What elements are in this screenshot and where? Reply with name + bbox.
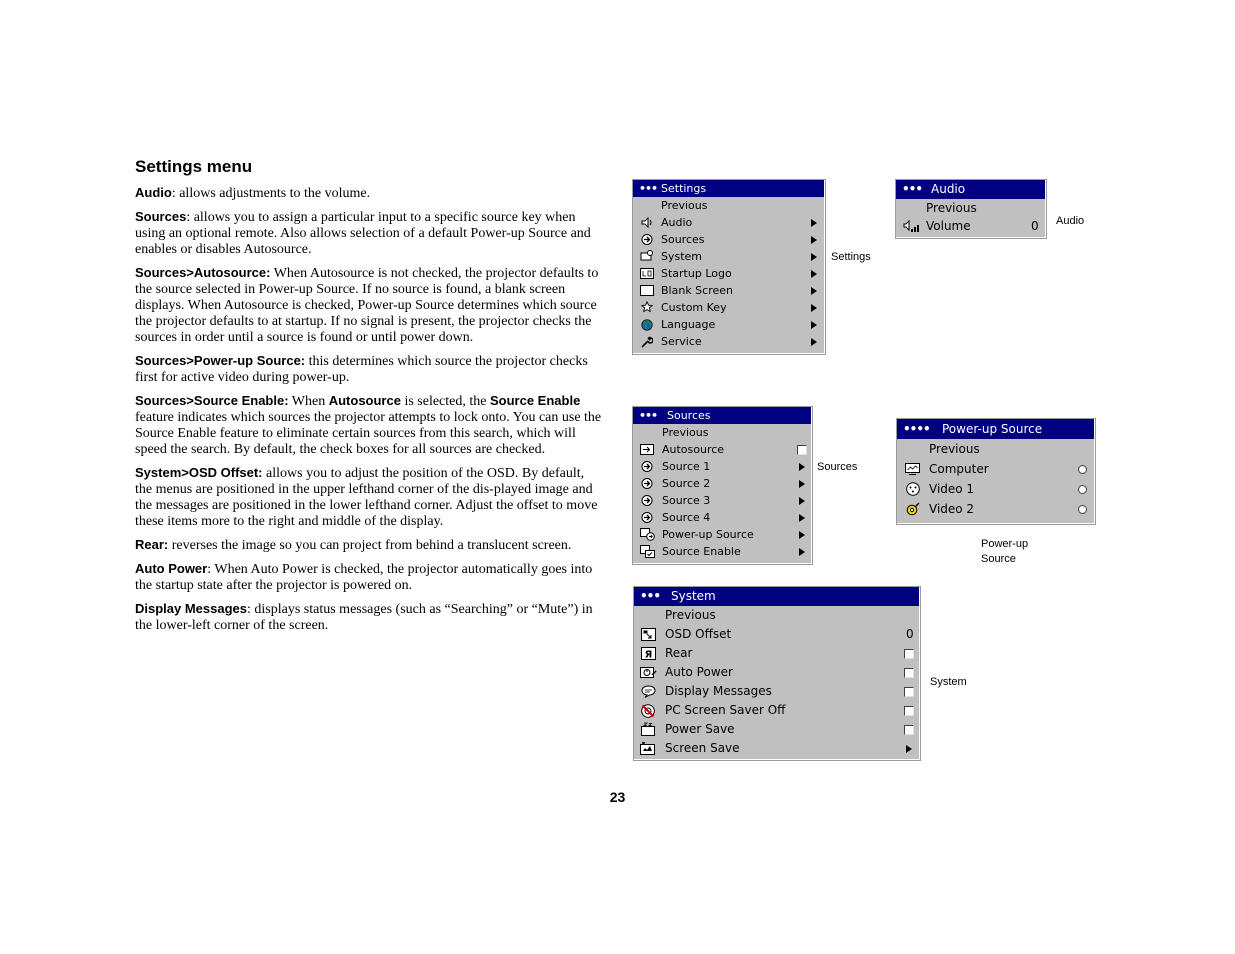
display-messages-checkbox[interactable]	[904, 687, 914, 697]
submenu-arrow-icon	[811, 219, 817, 227]
menu-item-osd-offset[interactable]: OSD Offset 0	[634, 625, 919, 644]
power-save-icon	[640, 722, 656, 737]
menu-item-power-save[interactable]: Power Save	[634, 720, 919, 739]
menu-item-previous[interactable]: Previous	[665, 608, 716, 622]
menu-item-previous[interactable]: Previous	[929, 442, 980, 456]
paragraph-display-messages: Display Messages: displays status messages (such as “Searching” or “Mute”) in the lower-left corner of the screen.	[135, 601, 593, 633]
submenu-arrow-icon	[906, 745, 912, 753]
audio-menu-header	[896, 180, 1045, 199]
menu-item-audio[interactable]: Audio	[633, 214, 824, 231]
settings-menu-title: Settings	[661, 182, 707, 195]
powerup-source-icon	[640, 528, 655, 541]
submenu-arrow-icon	[811, 270, 817, 278]
submenu-arrow-icon	[799, 548, 805, 556]
source-input-icon	[641, 234, 653, 245]
sources-menu	[633, 407, 812, 564]
paragraph-source-enable: Sources>Source Enable: When Autosource is selected, the Source Enable feature indicates which sources the projector attempts to lock onto. You can use the Source Enable feature to eliminate certain sources from this search, which will speed the search. By default, the check boxes for all sources are checked.	[135, 393, 602, 457]
source-input-icon	[641, 495, 653, 506]
settings-menu-header	[633, 180, 824, 197]
menu-item-display-messages[interactable]: Display Messages	[634, 682, 919, 701]
osd-offset-value: 0	[906, 627, 914, 641]
globe-icon	[641, 319, 653, 331]
menu-dots-icon: •••	[639, 409, 658, 422]
system-menu	[634, 587, 920, 760]
source-input-icon	[641, 461, 653, 472]
menu-item-video-2[interactable]: Video 2	[897, 499, 1094, 519]
paragraph-powerup-source: Sources>Power-up Source: this determines which source the projector checks first for active video during power-up.	[135, 353, 588, 385]
menu-item-pc-screen-saver-off[interactable]: PC Screen Saver Off	[634, 701, 919, 720]
sources-menu-title: Sources	[667, 409, 711, 422]
sources-menu-header	[633, 407, 811, 424]
menu-item-source-1[interactable]: Source 1	[633, 458, 811, 475]
computer-monitor-icon	[905, 463, 920, 475]
osd-offset-icon	[641, 628, 656, 641]
caption-sources: Sources	[817, 461, 858, 473]
caption-audio: Audio	[1056, 215, 1085, 227]
menu-item-video-1[interactable]: Video 1	[897, 479, 1094, 499]
menu-item-autosource[interactable]: Autosource	[633, 441, 811, 458]
menu-item-custom-key[interactable]: Custom Key	[633, 299, 824, 316]
menu-item-source-2[interactable]: Source 2	[633, 475, 811, 492]
menu-item-source-3[interactable]: Source 3	[633, 492, 811, 509]
menu-item-previous[interactable]: Previous	[926, 201, 977, 215]
menu-item-previous[interactable]: Previous	[662, 426, 709, 439]
speaker-icon	[641, 217, 653, 228]
volume-icon	[903, 220, 919, 233]
menu-item-powerup-source[interactable]: Power-up Source	[633, 526, 811, 543]
video-1-radio[interactable]	[1078, 485, 1087, 494]
caption-system: System	[930, 676, 967, 688]
paragraph-auto-power: Auto Power: When Auto Power is checked, the projector automatically goes into the startup state after the projector is powered on.	[135, 561, 593, 593]
power-save-checkbox[interactable]	[904, 725, 914, 735]
audio-menu-title: Audio	[931, 182, 966, 196]
wrench-icon	[641, 336, 653, 348]
screen-saver-off-icon	[640, 703, 656, 718]
logo-icon	[640, 268, 654, 279]
submenu-arrow-icon	[799, 480, 805, 488]
paragraph-autosource: Sources>Autosource: When Autosource is not checked, the projector defaults to the source selected in Power-up Source. If no source is found, a blank screen displays. When Autosource is checked, Power-up Source determines which source the projector defaults to at startup. If no signal is present, the projector checks the sources in order until a source is found or until power down.	[135, 265, 599, 345]
rear-projection-icon	[641, 647, 656, 660]
rear-checkbox[interactable]	[904, 649, 914, 659]
submenu-arrow-icon	[811, 287, 817, 295]
paragraph-sources: Sources: allows you to assign a particular input to a specific source key when using an optional remote. Also allows selection of a default Power-up Source and enables or disables Autosource.	[135, 209, 591, 257]
volume-value: 0	[1031, 219, 1039, 233]
source-input-icon	[641, 512, 653, 523]
video-connector-icon	[906, 482, 920, 496]
menu-item-source-4[interactable]: Source 4	[633, 509, 811, 526]
submenu-arrow-icon	[811, 338, 817, 346]
caption-settings: Settings	[831, 251, 871, 263]
menu-dots-icon: •••	[639, 182, 658, 195]
menu-item-computer[interactable]: Computer	[897, 459, 1094, 479]
powerup-source-menu-title: Power-up Source	[942, 422, 1043, 436]
speech-bubble-icon	[641, 685, 656, 698]
auto-power-checkbox[interactable]	[904, 668, 914, 678]
menu-item-volume[interactable]: Volume 0	[896, 217, 1045, 235]
rca-connector-icon	[906, 502, 920, 516]
menu-item-auto-power[interactable]: Auto Power	[634, 663, 919, 682]
page-number: 23	[609, 789, 626, 805]
submenu-arrow-icon	[799, 463, 805, 471]
autosource-icon	[640, 444, 654, 455]
body-text	[135, 185, 603, 641]
menu-item-system[interactable]: System	[633, 248, 824, 265]
menu-item-blank-screen[interactable]: Blank Screen	[633, 282, 824, 299]
menu-item-startup-logo[interactable]: Startup Logo	[633, 265, 824, 282]
submenu-arrow-icon	[811, 236, 817, 244]
submenu-arrow-icon	[799, 497, 805, 505]
star-icon	[641, 301, 653, 313]
settings-menu	[633, 180, 825, 354]
section-heading: Settings menu	[135, 157, 253, 176]
caption-powerup-source: Power-up Source	[981, 538, 1029, 565]
paragraph-osd-offset: System>OSD Offset: allows you to adjust the position of the OSD. By default, the menus are positioned in the upper lefthand corner of the dis-played image and the messages are positioned in the lower lefthand corner. Adjust the offset to move these items more to the right and middle of the display.	[135, 465, 598, 529]
computer-radio[interactable]	[1078, 465, 1087, 474]
submenu-arrow-icon	[799, 514, 805, 522]
svg-text:Я: Я	[644, 649, 653, 660]
source-enable-icon	[640, 545, 655, 558]
submenu-arrow-icon	[811, 253, 817, 261]
paragraph-audio: Audio: allows adjustments to the volume.	[135, 185, 371, 201]
menu-item-previous[interactable]: Previous	[661, 199, 708, 212]
menu-dots-icon: ••••	[903, 422, 930, 436]
menu-dots-icon: •••	[902, 182, 923, 196]
pc-screen-saver-off-checkbox[interactable]	[904, 706, 914, 716]
video-2-radio[interactable]	[1078, 505, 1087, 514]
submenu-arrow-icon	[811, 321, 817, 329]
blank-screen-icon	[640, 285, 654, 296]
autosource-checkbox[interactable]	[797, 445, 807, 455]
source-input-icon	[641, 478, 653, 489]
paragraph-rear: Rear: reverses the image so you can project from behind a translucent screen.	[135, 537, 572, 553]
submenu-arrow-icon	[799, 531, 805, 539]
auto-power-icon	[640, 666, 657, 679]
submenu-arrow-icon	[811, 304, 817, 312]
menu-item-screen-save[interactable]: Screen Save	[634, 739, 919, 758]
menu-item-sources[interactable]: Sources	[633, 231, 824, 248]
menu-dots-icon: •••	[640, 589, 661, 603]
powerup-source-menu-header	[897, 419, 1094, 439]
audio-menu	[896, 180, 1046, 238]
menu-item-rear[interactable]: Я Rear	[634, 644, 919, 663]
powerup-source-menu	[897, 419, 1095, 524]
system-icon	[640, 250, 654, 262]
screen-save-icon	[640, 742, 656, 755]
menu-item-language[interactable]: Language	[633, 316, 824, 333]
menu-item-service[interactable]: Service	[633, 333, 824, 350]
system-menu-title: System	[671, 589, 716, 603]
menu-item-source-enable[interactable]: Source Enable	[633, 543, 811, 560]
system-menu-header	[634, 587, 919, 606]
